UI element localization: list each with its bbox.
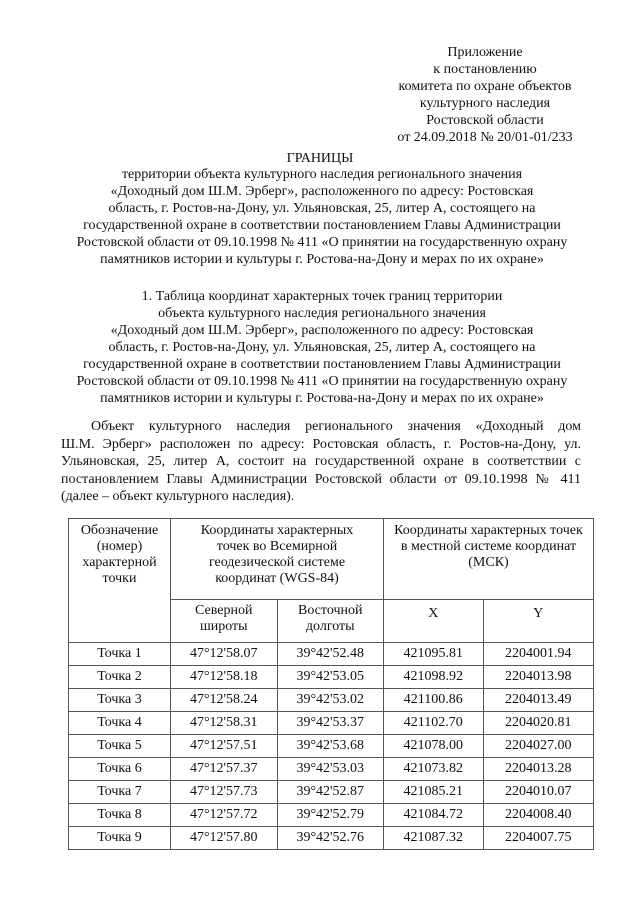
longitude-cell: 39°42'52.87 xyxy=(277,781,384,804)
header-msk xyxy=(384,519,594,600)
x-cell: 421085.21 xyxy=(384,781,484,804)
longitude-cell: 39°42'53.03 xyxy=(277,758,384,781)
subtitle-line: памятников истории и культуры г. Ростова-на-Дону и мерах по их охране» xyxy=(100,252,544,267)
header-line: точки xyxy=(102,571,137,586)
latitude-cell: 47°12'57.80 xyxy=(171,827,278,850)
header-line: широты xyxy=(199,619,248,634)
table-row xyxy=(69,666,594,689)
subtitle-line: Ростовской области от 09.10.1998 № 411 «О принятии на государственную охрану xyxy=(76,235,568,250)
header-wgs84 xyxy=(171,519,384,600)
longitude-cell: 39°42'52.48 xyxy=(277,643,384,666)
table-row xyxy=(69,735,594,758)
header-line: Северной xyxy=(195,603,253,618)
header-x: X xyxy=(384,600,484,643)
latitude-cell: 47°12'57.72 xyxy=(171,804,278,827)
point-name-cell: Точка 3 xyxy=(69,689,171,712)
section-line: 1. Таблица координат характерных точек границ территории xyxy=(141,289,503,304)
header-y: Y xyxy=(483,600,593,643)
y-cell: 2204001.94 xyxy=(483,643,593,666)
appendix-line: Приложение xyxy=(447,45,523,60)
header-line: характерной xyxy=(82,555,157,570)
y-cell: 2204013.98 xyxy=(483,666,593,689)
table-header-row xyxy=(69,519,594,600)
section-line: государственной охране в соответствии постановлением Главы Администрации xyxy=(83,357,561,372)
header-line: Восточной xyxy=(298,603,363,618)
longitude-cell: 39°42'52.79 xyxy=(277,804,384,827)
latitude-cell: 47°12'58.18 xyxy=(171,666,278,689)
x-cell: 421073.82 xyxy=(384,758,484,781)
intro-line: постановлением Главы Администрации Ростовской области от 09.10.1998 № 411 xyxy=(61,471,581,487)
point-name-cell: Точка 1 xyxy=(69,643,171,666)
appendix-line: к постановлению xyxy=(433,62,537,77)
appendix-line: культурного наследия xyxy=(419,96,551,111)
section-line: Ростовской области от 09.10.1998 № 411 «О принятии на государственную охрану xyxy=(76,374,568,389)
point-name-cell: Точка 6 xyxy=(69,758,171,781)
appendix-header xyxy=(360,44,610,146)
appendix-line: комитета по охране объектов xyxy=(398,79,572,94)
header-north-latitude xyxy=(171,600,278,643)
section-line: памятников истории и культуры г. Ростова-на-Дону и мерах по их охране» xyxy=(100,391,544,406)
y-cell: 2204013.49 xyxy=(483,689,593,712)
table-row xyxy=(69,643,594,666)
y-cell: 2204013.28 xyxy=(483,758,593,781)
y-cell: 2204027.00 xyxy=(483,735,593,758)
x-cell: 421087.32 xyxy=(384,827,484,850)
header-line: Координаты характерных xyxy=(200,523,354,538)
subtitle-line: государственной охране в соответствии постановлением Главы Администрации xyxy=(83,218,561,233)
point-name-cell: Точка 8 xyxy=(69,804,171,827)
y-cell: 2204010.07 xyxy=(483,781,593,804)
y-cell: 2204020.81 xyxy=(483,712,593,735)
header-line: точек во Всемирной xyxy=(216,539,338,554)
table-row xyxy=(69,689,594,712)
header-point-name xyxy=(69,519,171,643)
header-east-longitude xyxy=(277,600,384,643)
x-cell: 421095.81 xyxy=(384,643,484,666)
latitude-cell: 47°12'57.51 xyxy=(171,735,278,758)
appendix-line: Ростовской области xyxy=(426,113,544,128)
y-cell: 2204007.75 xyxy=(483,827,593,850)
intro-line: (далее – объект культурного наследия). xyxy=(61,489,295,504)
document-title: ГРАНИЦЫ xyxy=(286,151,354,166)
point-name-cell: Точка 4 xyxy=(69,712,171,735)
coordinates-table xyxy=(68,518,594,850)
header-line: геодезической системе xyxy=(208,555,346,570)
x-cell: 421100.86 xyxy=(384,689,484,712)
subtitle-line: территории объекта культурного наследия регионального значения xyxy=(121,167,523,182)
longitude-cell: 39°42'53.68 xyxy=(277,735,384,758)
x-cell: 421078.00 xyxy=(384,735,484,758)
latitude-cell: 47°12'57.73 xyxy=(171,781,278,804)
longitude-cell: 39°42'53.05 xyxy=(277,666,384,689)
x-cell: 421084.72 xyxy=(384,804,484,827)
table-row xyxy=(69,804,594,827)
header-line: Обозначение xyxy=(80,523,159,538)
section-line: «Доходный дом Ш.М. Эрберг», расположенного по адресу: Ростовская xyxy=(110,323,534,338)
header-line: координат (WGS-84) xyxy=(215,571,339,586)
subtitle-line: «Доходный дом Ш.М. Эрберг», расположенного по адресу: Ростовская xyxy=(110,184,534,199)
latitude-cell: 47°12'58.31 xyxy=(171,712,278,735)
intro-line: Ш.М. Эрберг» расположен по адресу: Ростовская область, г. Ростов-на-Дону, ул. xyxy=(61,436,581,452)
header-line: (МСК) xyxy=(468,555,509,570)
header-line: Координаты характерных точек xyxy=(394,523,583,538)
subtitle-line: область, г. Ростов-на-Дону, ул. Ульяновская, 25, литер А, состоящего на xyxy=(108,201,536,216)
table-row xyxy=(69,758,594,781)
header-line: (номер) xyxy=(96,539,143,554)
latitude-cell: 47°12'58.24 xyxy=(171,689,278,712)
intro-line: Ульяновская, 25, литер А, состоит на государственной охране в соответствии с xyxy=(61,454,581,469)
section-heading xyxy=(58,288,586,407)
point-name-cell: Точка 7 xyxy=(69,781,171,804)
latitude-cell: 47°12'58.07 xyxy=(171,643,278,666)
point-name-cell: Точка 2 xyxy=(69,666,171,689)
y-cell: 2204008.40 xyxy=(483,804,593,827)
point-name-cell: Точка 9 xyxy=(69,827,171,850)
appendix-line: от 24.09.2018 № 20/01-01/233 xyxy=(397,130,573,145)
x-cell: 421102.70 xyxy=(384,712,484,735)
table-row xyxy=(69,781,594,804)
intro-paragraph xyxy=(61,418,581,506)
latitude-cell: 47°12'57.37 xyxy=(171,758,278,781)
longitude-cell: 39°42'53.37 xyxy=(277,712,384,735)
point-name-cell: Точка 5 xyxy=(69,735,171,758)
section-line: область, г. Ростов-на-Дону, ул. Ульяновская, 25, литер А, состоящего на xyxy=(108,340,536,355)
longitude-cell: 39°42'52.76 xyxy=(277,827,384,850)
section-line: объекта культурного наследия регионального значения xyxy=(158,306,486,321)
table-row xyxy=(69,712,594,735)
header-line: в местной системе координат xyxy=(400,539,577,554)
longitude-cell: 39°42'53.02 xyxy=(277,689,384,712)
intro-line: Объект культурного наследия регионального значения «Доходный дом xyxy=(91,419,581,434)
document-subtitle xyxy=(58,166,586,268)
header-line: долготы xyxy=(305,619,355,634)
table-row xyxy=(69,827,594,850)
x-cell: 421098.92 xyxy=(384,666,484,689)
